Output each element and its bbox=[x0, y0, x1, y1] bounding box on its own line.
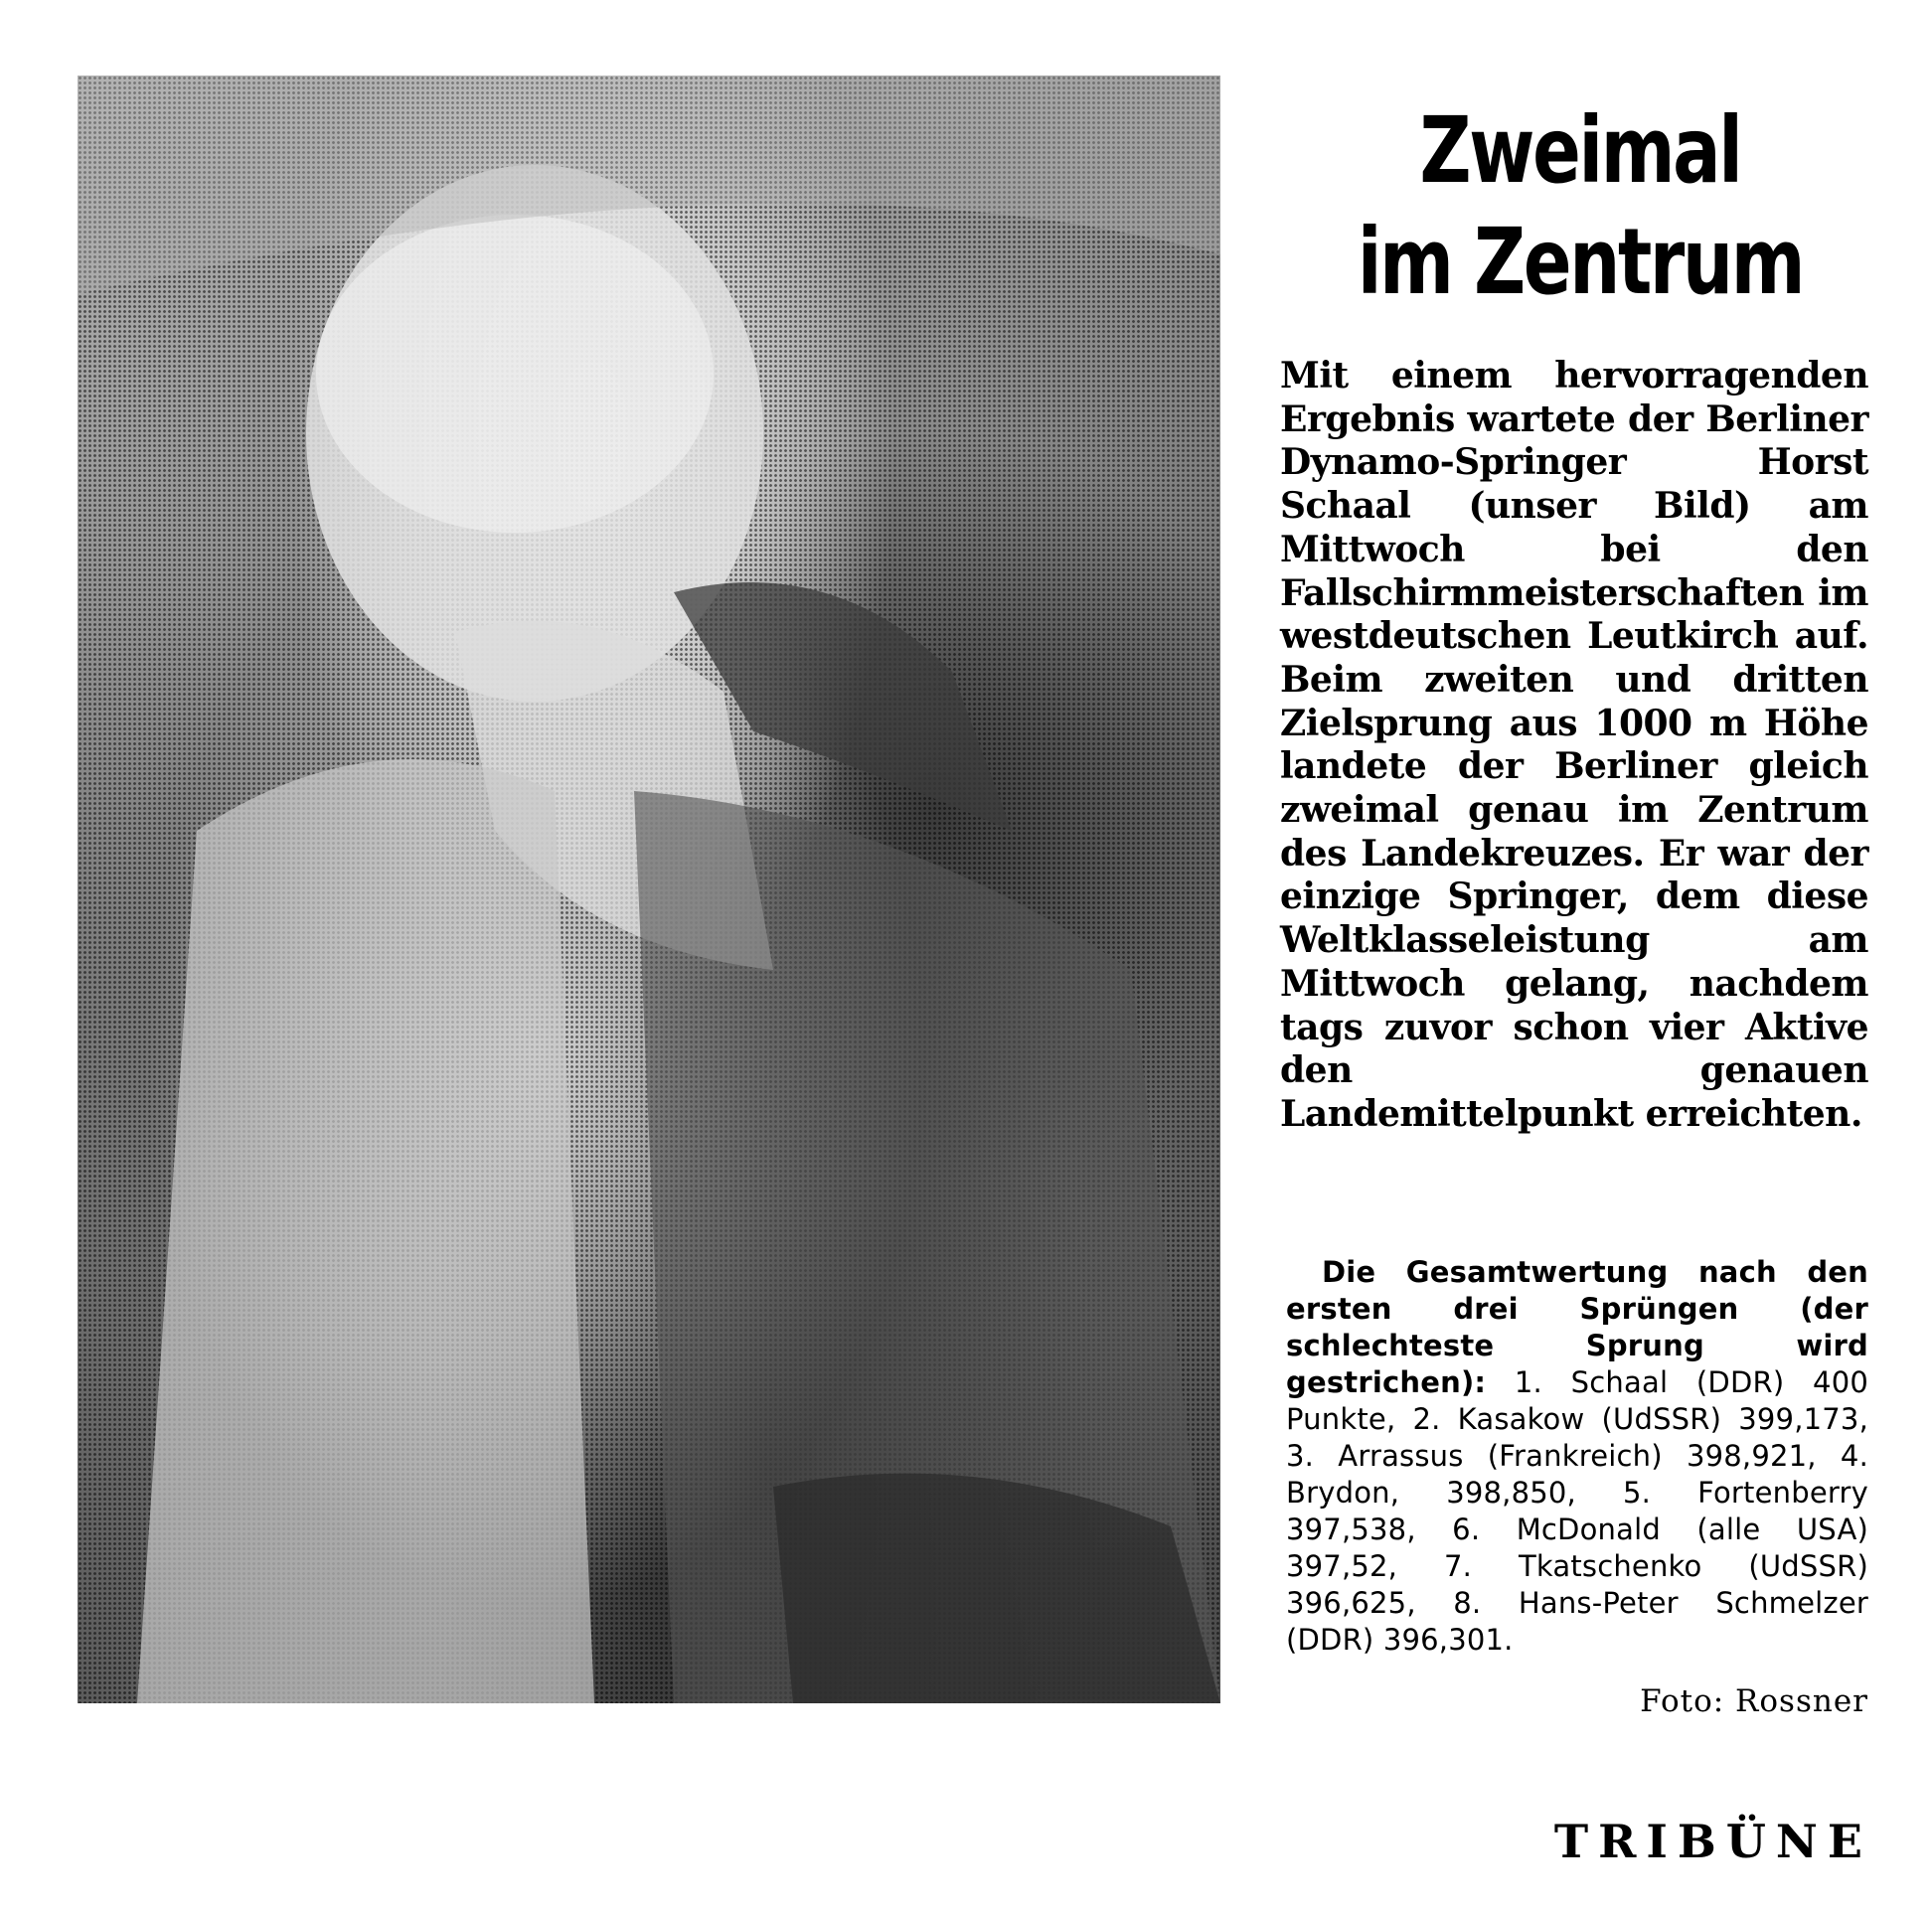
results-intro: Die Gesamtwertung nach den ersten drei Sprüngen (der schlechteste Sprung wird gestrichen): bbox=[1286, 1255, 1868, 1399]
results-paragraph bbox=[1286, 1254, 1868, 1659]
headline-line-1: Zweimal bbox=[1419, 97, 1741, 204]
portrait-photo bbox=[78, 76, 1220, 1703]
results-list: 1. Schaal (DDR) 400 Punkte, 2. Kasakow (UdSSR) 399,173, 3. Arrassus (Frankreich) 398,921, 4. Brydon, 398,850, 5. Fortenberry 397,538, 6. McDonald (alle USA) 397,52, 7. Tkatschenko (UdSSR) 396,625, 8. Hans-Peter Schmelzer (DDR) 396,301. bbox=[1286, 1365, 1868, 1657]
article-headline bbox=[1356, 95, 1805, 318]
photo-shading bbox=[78, 76, 1220, 1703]
headline-line-2: im Zentrum bbox=[1357, 209, 1804, 315]
newspaper-masthead: TRIBÜNE bbox=[1553, 1815, 1872, 1868]
article-body: Mit einem hervorragenden Ergebnis wartete der Berliner Dynamo-Springer Horst Schaal (unser Bild) am Mittwoch bei den Fallschirmmeisterschaften im westdeutschen Leutkirch auf. Beim zweiten und dritten Zielsprung aus 1000 m Höhe landete der Berliner gleich zweimal genau im Zentrum des Landekreuzes. Er war der einzige Springer, dem diese Weltklasseleistung am Mittwoch gelang, nachdem tags zuvor schon vier Aktive den genauen Landemittelpunkt erreichten. bbox=[1280, 355, 1868, 1135]
photo-credit: Foto: Rossner bbox=[1640, 1683, 1868, 1719]
